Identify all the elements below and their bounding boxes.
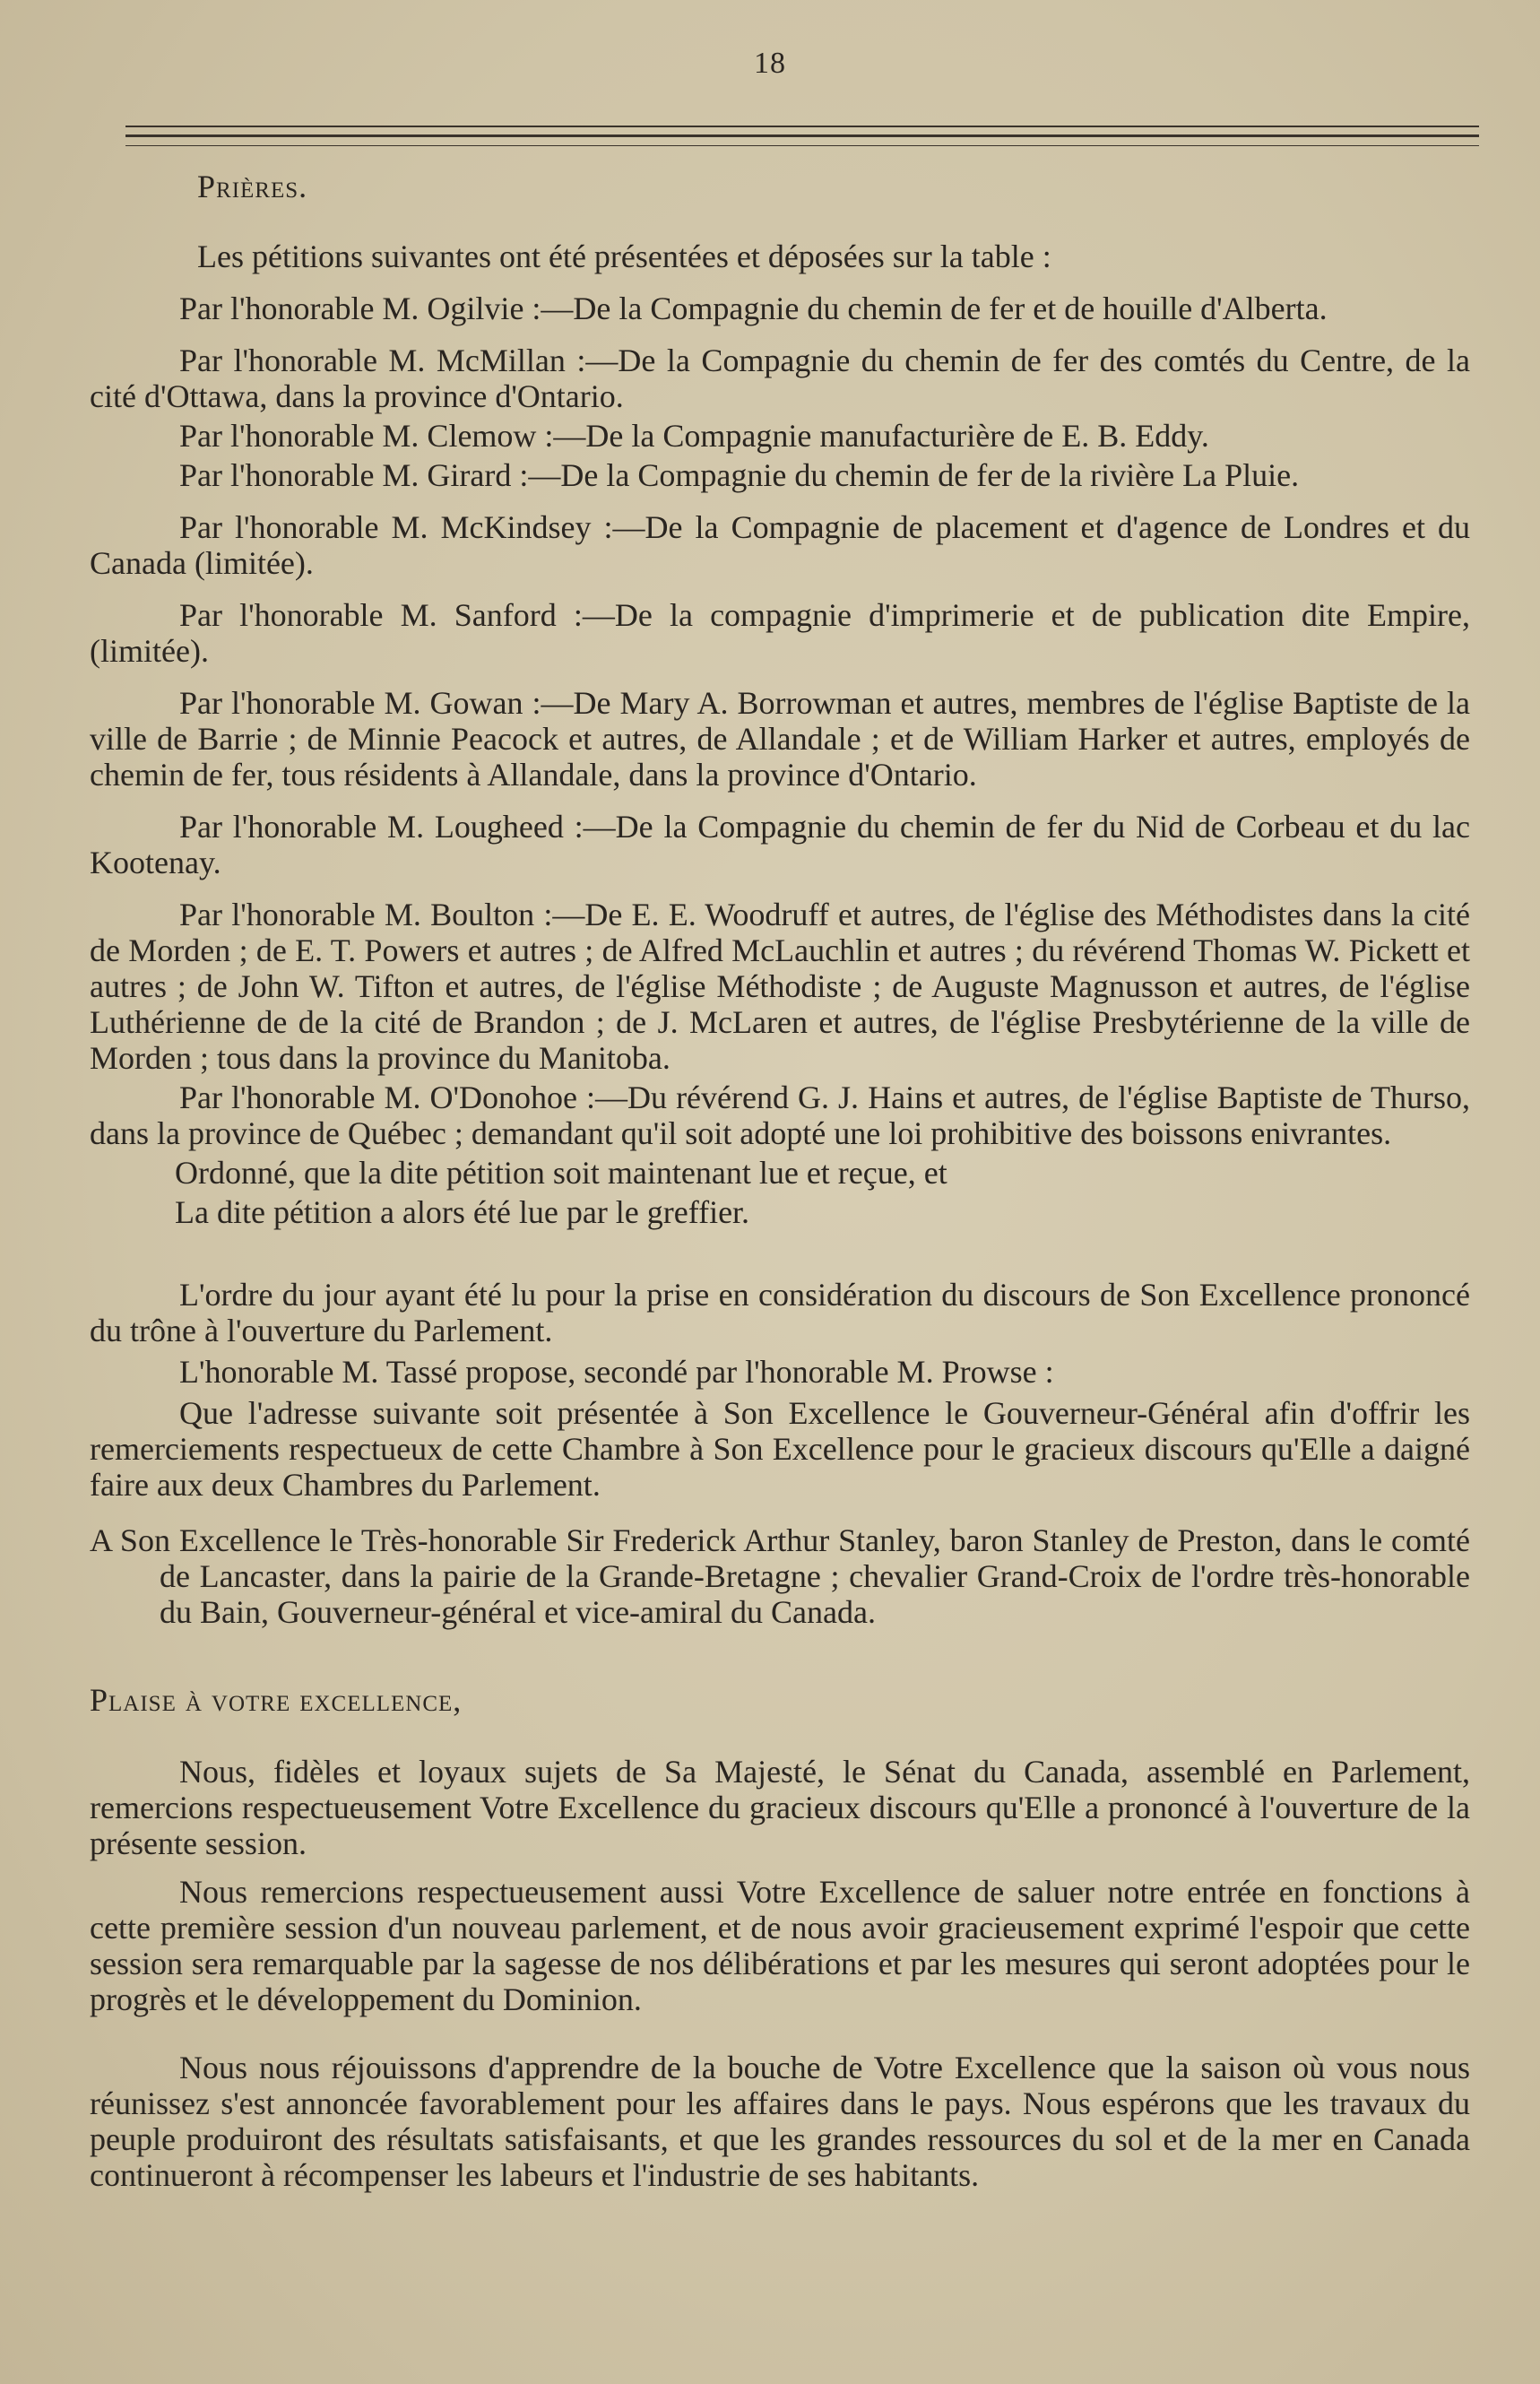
petition-girard: Par l'honorable M. Girard :—De la Compagnie du chemin de fer de la rivière La Pluie. xyxy=(179,457,1300,493)
reply-paragraph: Nous remercions respectueusement aussi Votre Excellence de saluer notre entrée en fonctions à cette première session d'un nouveau parlement, et de nous avoir gracieusement exprimé l'espoir que cette session sera remarquable par la sagesse de nos délibérations et par les mesures qui seront adoptées pour le progrès et le développement du Dominion. xyxy=(90,1874,1470,2017)
ordered-line: Ordonné, que la dite pétition soit maintenant lue et reçue, et xyxy=(175,1155,947,1191)
motion-text: Que l'adresse suivante soit présentée à Son Excellence le Gouverneur-Général afin d'offrir les remerciements respectueux de cette Chambre à Son Excellence pour le gracieux discours qu'Elle a daigné faire aux deux Chambres du Parlement. xyxy=(90,1395,1470,1503)
petition-lougheed: Par l'honorable M. Lougheed :—De la Compagnie du chemin de fer du Nid de Corbeau et du lac Kootenay. xyxy=(90,809,1470,880)
salutation: Plaise à votre excellence, xyxy=(90,1682,463,1718)
petition-mcmillan: Par l'honorable M. McMillan :—De la Compagnie du chemin de fer des comtés du Centre, de la cité d'Ottawa, dans la province d'Ontario. xyxy=(90,342,1470,414)
order-of-day: L'ordre du jour ayant été lu pour la prise en considération du discours de Son Excellence prononcé du trône à l'ouverture du Parlement. xyxy=(90,1277,1470,1348)
section-heading: Prières. xyxy=(197,169,308,204)
petition-odonohoe: Par l'honorable M. O'Donohoe :—Du révérend G. J. Hains et autres, de l'église Baptiste de Thurso, dans la province de Québec ; demandant qu'il soit adopté une loi prohibitive des boissons enivrantes. xyxy=(90,1079,1470,1151)
header-rule-bottom xyxy=(125,145,1479,146)
petition-boulton: Par l'honorable M. Boulton :—De E. E. Woodruff et autres, de l'église des Méthodistes dans la cité de Morden ; de E. T. Powers et autres ; de Alfred McLauchlin et autres ; du révérend Thomas W. Pickett et autres ; de John W. Tifton et autres, de l'église Méthodiste ; de Auguste Magnusson et autres, de l'église Luthérienne de de la cité de Brandon ; de J. McLaren et autres, de l'église Presbytérienne de la ville de Morden ; tous dans la province du Manitoba. xyxy=(90,897,1470,1076)
petition-sanford: Par l'honorable M. Sanford :—De la compagnie d'imprimerie et de publication dite Empire, (limitée). xyxy=(90,597,1470,669)
reply-paragraph: Nous, fidèles et loyaux sujets de Sa Majesté, le Sénat du Canada, assemblé en Parlement, remercions respectueusement Votre Excellence du gracieux discours qu'Elle a prononcé à l'ouverture de la présente session. xyxy=(90,1754,1470,1861)
header-rule-middle xyxy=(125,134,1479,137)
petition-clemow: Par l'honorable M. Clemow :—De la Compagnie manufacturière de E. B. Eddy. xyxy=(179,418,1209,454)
address-recipient: A Son Excellence le Très-honorable Sir Frederick Arthur Stanley, baron Stanley de Preston, dans le comté de Lancaster, dans la pairie de la Grande-Bretagne ; chevalier Grand-Croix de l'ordre très-honorable du Bain, Gouverneur-général et vice-amiral du Canada. xyxy=(90,1522,1470,1630)
read-line: La dite pétition a alors été lue par le greffier. xyxy=(175,1194,750,1230)
petition-gowan: Par l'honorable M. Gowan :—De Mary A. Borrowman et autres, membres de l'église Baptiste de la ville de Barrie ; de Minnie Peacock et autres, de Allandale ; et de William Harker et autres, employés de chemin de fer, tous résidents à Allandale, dans la province d'Ontario. xyxy=(90,685,1470,793)
page-number: 18 xyxy=(754,47,786,80)
reply-paragraph: Nous nous réjouissons d'apprendre de la bouche de Votre Excellence que la saison où vous nous réunissez s'est annoncée favorablement pour les affaires dans le pays. Nous espérons que les travaux du peuple produiront des résultats satisfaisants, et que les grandes ressources du sol et de la mer en Canada continueront à récompenser les labeurs et l'industrie de ses habitants. xyxy=(90,2050,1470,2193)
petition-ogilvie: Par l'honorable M. Ogilvie :—De la Compagnie du chemin de fer et de houille d'Alberta. xyxy=(179,290,1328,326)
page-body xyxy=(90,161,1470,2193)
motion: L'honorable M. Tassé propose, secondé par l'honorable M. Prowse : xyxy=(179,1354,1054,1390)
header-rule-top xyxy=(125,126,1479,127)
petitions-intro: Les pétitions suivantes ont été présentées et déposées sur la table : xyxy=(197,238,1051,274)
petition-mckindsey: Par l'honorable M. McKindsey :—De la Compagnie de placement et d'agence de Londres et du Canada (limitée). xyxy=(90,509,1470,581)
